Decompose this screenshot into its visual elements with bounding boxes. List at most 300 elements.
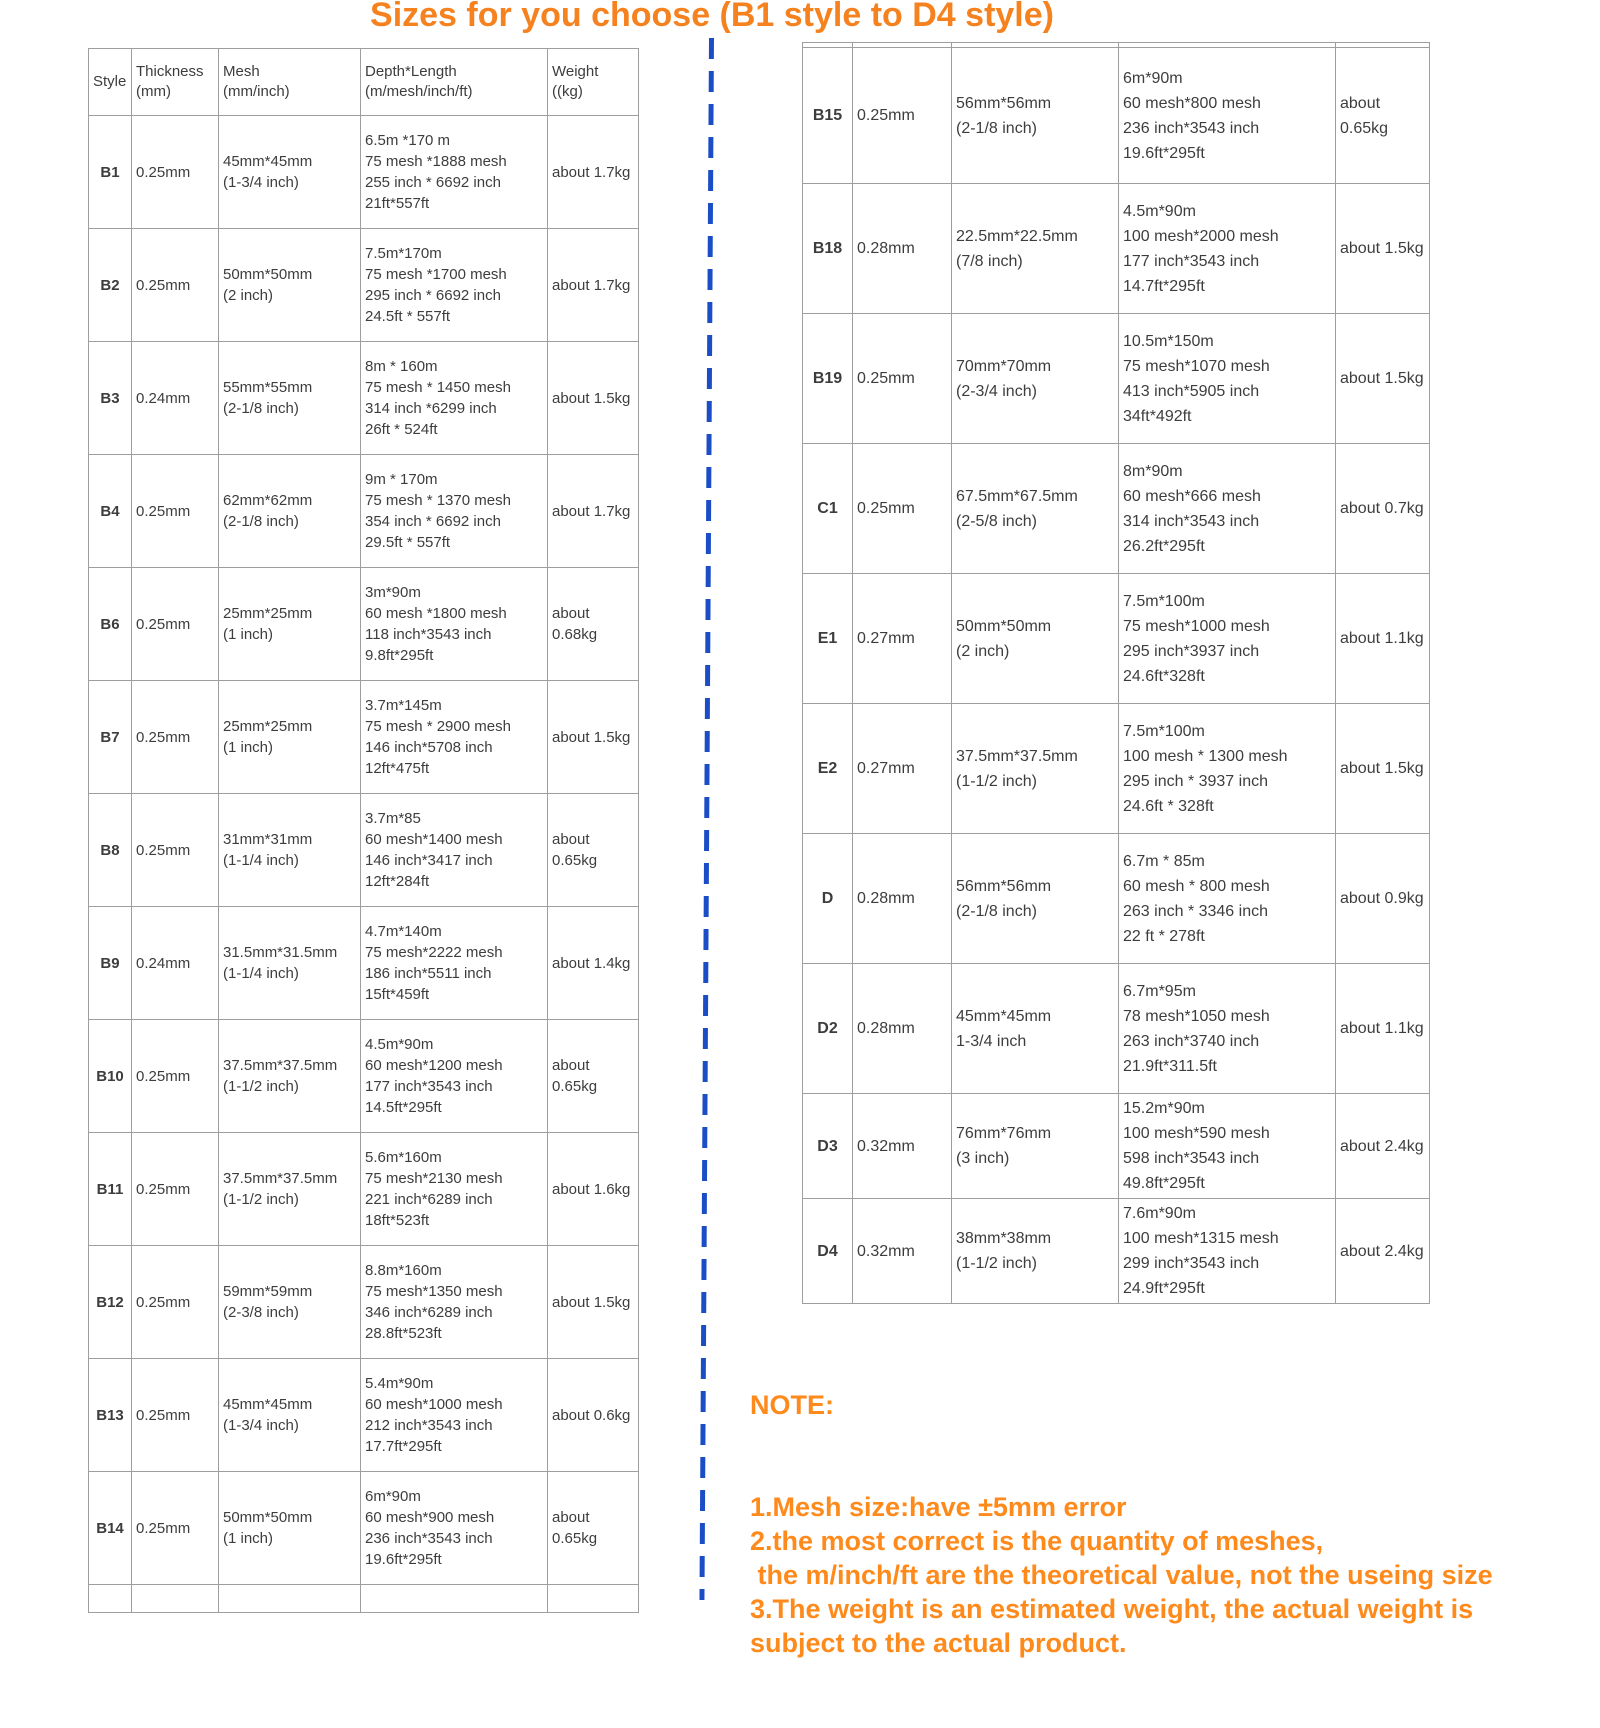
note-line: 2.the most correct is the quantity of meshes, (750, 1526, 1324, 1556)
mesh-cell-line: (1-1/2 inch) (956, 772, 1037, 790)
depth-length-cell-line: 236 inch*3543 inch (365, 1530, 493, 1547)
size-table-right (802, 42, 1430, 1304)
style-cell: B8 (89, 794, 132, 907)
mesh-cell (952, 1094, 1119, 1199)
depth-length-cell-line: 6m*90m (365, 1488, 421, 1505)
table-row (89, 681, 639, 794)
header-row (89, 49, 639, 116)
mesh-cell-line: (3 inch) (956, 1150, 1010, 1167)
depth-length-cell-line: 60 mesh*800 mesh (1123, 94, 1261, 112)
mesh-cell (952, 964, 1119, 1094)
table-row (89, 907, 639, 1020)
depth-length-cell-line: 5.4m*90m (365, 1375, 434, 1392)
depth-length-cell-line: 100 mesh * 1300 mesh (1123, 747, 1288, 765)
empty-cell (89, 1585, 132, 1613)
header-cell-line: Thickness (136, 63, 204, 80)
mesh-cell-line: 56mm*56mm (956, 877, 1052, 895)
weight-cell: about 0.65kg (548, 1472, 639, 1585)
depth-length-cell (361, 1133, 548, 1246)
depth-length-cell (1119, 184, 1336, 314)
mesh-cell-line: (2-3/8 inch) (223, 1304, 299, 1321)
thickness-cell: 0.24mm (132, 342, 219, 455)
depth-length-cell-line: 5.6m*160m (365, 1149, 442, 1166)
thickness-cell: 0.25mm (132, 681, 219, 794)
note-line: the m/inch/ft are the theoretical value, not the useing size (750, 1560, 1493, 1590)
depth-length-cell-line: 146 inch*3417 inch (365, 852, 493, 869)
header-cell-line: (mm/inch) (223, 83, 290, 100)
depth-length-cell-line: 60 mesh*900 mesh (365, 1509, 495, 1526)
mesh-cell-line: 45mm*45mm (223, 153, 313, 170)
depth-length-cell-line: 146 inch*5708 inch (365, 739, 493, 756)
mesh-cell-line: 70mm*70mm (956, 357, 1052, 375)
empty-cell (132, 1585, 219, 1613)
depth-length-cell-line: 6.7m*95m (1123, 982, 1196, 1000)
depth-length-cell (361, 568, 548, 681)
table-row (89, 794, 639, 907)
table-row (803, 48, 1430, 184)
depth-length-cell-line: 100 mesh*1315 mesh (1123, 1230, 1279, 1247)
thickness-cell: 0.28mm (853, 964, 952, 1094)
mesh-cell (952, 834, 1119, 964)
style-cell: B4 (89, 455, 132, 568)
note-heading: NOTE: (750, 1390, 834, 1420)
style-cell: C1 (803, 444, 853, 574)
depth-length-cell-line: 4.5m*90m (365, 1036, 434, 1053)
depth-length-cell-line: 29.5ft * 557ft (365, 534, 451, 551)
depth-length-cell (1119, 48, 1336, 184)
empty-cell (548, 1585, 639, 1613)
mesh-cell (219, 116, 361, 229)
style-cell: E1 (803, 574, 853, 704)
depth-length-cell-line: 118 inch*3543 inch (365, 626, 492, 643)
table-row (803, 184, 1430, 314)
mesh-cell-line: 50mm*50mm (956, 617, 1052, 635)
depth-length-cell-line: 100 mesh*590 mesh (1123, 1125, 1270, 1142)
thickness-cell: 0.25mm (132, 1246, 219, 1359)
table-row (803, 704, 1430, 834)
mesh-cell-line: 1-3/4 inch (956, 1032, 1027, 1050)
header-cell (132, 49, 219, 116)
table-row (89, 1020, 639, 1133)
depth-length-cell-line: 314 inch *6299 inch (365, 400, 497, 417)
depth-length-cell-line: 314 inch*3543 inch (1123, 512, 1260, 530)
mesh-cell (219, 568, 361, 681)
style-cell: B18 (803, 184, 853, 314)
style-cell: B19 (803, 314, 853, 444)
style-cell: B13 (89, 1359, 132, 1472)
depth-length-cell-line: 3.7m*145m (365, 697, 442, 714)
table-row (803, 574, 1430, 704)
depth-length-cell-line: 24.9ft*295ft (1123, 1280, 1205, 1297)
depth-length-cell-line: 75 mesh*1070 mesh (1123, 357, 1270, 375)
depth-length-cell-line: 7.6m*90m (1123, 1205, 1196, 1222)
weight-cell: about 1.5kg (548, 342, 639, 455)
mesh-cell (219, 1246, 361, 1359)
style-cell: D3 (803, 1094, 853, 1199)
header-cell-line: Weight (552, 63, 599, 80)
depth-length-cell-line: 60 mesh*1400 mesh (365, 831, 503, 848)
depth-length-cell (361, 1020, 548, 1133)
mesh-cell-line: 22.5mm*22.5mm (956, 227, 1078, 245)
depth-length-cell-line: 17.7ft*295ft (365, 1438, 442, 1455)
depth-length-cell (1119, 964, 1336, 1094)
depth-length-cell (1119, 834, 1336, 964)
depth-length-cell (361, 1246, 548, 1359)
depth-length-cell-line: 6.7m * 85m (1123, 852, 1205, 870)
weight-cell: about 1.1kg (1336, 964, 1430, 1094)
table-row (803, 964, 1430, 1094)
weight-cell: about 1.1kg (1336, 574, 1430, 704)
mesh-cell-line: (2-1/8 inch) (223, 400, 299, 417)
depth-length-cell (361, 455, 548, 568)
depth-length-cell-line: 177 inch*3543 inch (1123, 252, 1260, 270)
weight-cell: about 2.4kg (1336, 1199, 1430, 1304)
style-cell: B14 (89, 1472, 132, 1585)
depth-length-cell-line: 7.5m*100m (1123, 592, 1205, 610)
style-cell: D4 (803, 1199, 853, 1304)
thickness-cell: 0.25mm (132, 455, 219, 568)
table-row-partial (89, 1585, 639, 1613)
depth-length-cell-line: 19.6ft*295ft (365, 1551, 442, 1568)
note-block (750, 1320, 1493, 1728)
style-cell: B9 (89, 907, 132, 1020)
depth-length-cell-line: 75 mesh*1350 mesh (365, 1283, 503, 1300)
mesh-cell (952, 444, 1119, 574)
mesh-cell-line: 45mm*45mm (223, 1396, 313, 1413)
mesh-cell (219, 681, 361, 794)
mesh-cell-line: 25mm*25mm (223, 718, 313, 735)
weight-cell: about 1.5kg (1336, 184, 1430, 314)
style-cell: B10 (89, 1020, 132, 1133)
size-table-left (88, 48, 639, 1613)
mesh-cell-line: (1-3/4 inch) (223, 1417, 299, 1434)
mesh-cell-line: (7/8 inch) (956, 252, 1023, 270)
empty-cell (361, 1585, 548, 1613)
thickness-cell: 0.28mm (853, 184, 952, 314)
depth-length-cell-line: 15.2m*90m (1123, 1100, 1205, 1117)
thickness-cell: 0.32mm (853, 1199, 952, 1304)
depth-length-cell-line: 8.8m*160m (365, 1262, 442, 1279)
depth-length-cell-line: 413 inch*5905 inch (1123, 382, 1260, 400)
weight-cell: about 0.6kg (548, 1359, 639, 1472)
header-cell-line: Mesh (223, 63, 260, 80)
depth-length-cell-line: 4.5m*90m (1123, 202, 1196, 220)
depth-length-cell (361, 1359, 548, 1472)
depth-length-cell-line: 75 mesh * 1450 mesh (365, 379, 511, 396)
depth-length-cell (361, 229, 548, 342)
depth-length-cell-line: 221 inch*6289 inch (365, 1191, 493, 1208)
style-cell: B15 (803, 48, 853, 184)
depth-length-cell-line: 75 mesh * 2900 mesh (365, 718, 511, 735)
mesh-cell (219, 1020, 361, 1133)
mesh-cell-line: 50mm*50mm (223, 1509, 313, 1526)
depth-length-cell-line: 26ft * 524ft (365, 421, 438, 438)
mesh-cell-line: 45mm*45mm (956, 1007, 1052, 1025)
thickness-cell: 0.24mm (132, 907, 219, 1020)
style-cell: B6 (89, 568, 132, 681)
depth-length-cell-line: 295 inch * 6692 inch (365, 287, 501, 304)
mesh-cell-line: 31.5mm*31.5mm (223, 944, 338, 961)
depth-length-cell-line: 7.5m*170m (365, 245, 442, 262)
depth-length-cell-line: 12ft*284ft (365, 873, 430, 890)
note-line: 1.Mesh size:have ±5mm error (750, 1492, 1127, 1522)
depth-length-cell-line: 26.2ft*295ft (1123, 537, 1205, 555)
thickness-cell: 0.25mm (853, 444, 952, 574)
mesh-cell (952, 704, 1119, 834)
weight-cell: about 1.7kg (548, 455, 639, 568)
thickness-cell: 0.25mm (132, 794, 219, 907)
depth-length-cell-line: 24.6ft * 328ft (1123, 797, 1214, 815)
mesh-cell (219, 794, 361, 907)
depth-length-cell-line: 10.5m*150m (1123, 332, 1214, 350)
table-row (803, 314, 1430, 444)
mesh-cell (219, 1359, 361, 1472)
mesh-cell-line: (2-5/8 inch) (956, 512, 1037, 530)
depth-length-cell (361, 1472, 548, 1585)
mesh-cell-line: 62mm*62mm (223, 492, 313, 509)
style-cell: B2 (89, 229, 132, 342)
table-row (803, 444, 1430, 574)
mesh-cell (219, 1472, 361, 1585)
depth-length-cell-line: 236 inch*3543 inch (1123, 119, 1260, 137)
header-cell-line: Depth*Length (365, 63, 457, 80)
table-row (89, 1359, 639, 1472)
depth-length-cell (361, 681, 548, 794)
mesh-cell-line: 37.5mm*37.5mm (223, 1170, 338, 1187)
mesh-cell-line: (2 inch) (223, 287, 274, 304)
mesh-cell-line: (1 inch) (223, 626, 274, 643)
depth-length-cell-line: 60 mesh*1000 mesh (365, 1396, 503, 1413)
depth-length-cell-line: 15ft*459ft (365, 986, 430, 1003)
mesh-cell-line: 55mm*55mm (223, 379, 313, 396)
header-cell (361, 49, 548, 116)
mesh-cell-line: 76mm*76mm (956, 1125, 1052, 1142)
depth-length-cell-line: 21ft*557ft (365, 195, 430, 212)
mesh-cell (952, 1199, 1119, 1304)
depth-length-cell-line: 14.7ft*295ft (1123, 277, 1205, 295)
thickness-cell: 0.32mm (853, 1094, 952, 1199)
depth-length-cell-line: 24.5ft * 557ft (365, 308, 451, 325)
style-cell: D2 (803, 964, 853, 1094)
depth-length-cell-line: 9m * 170m (365, 471, 438, 488)
depth-length-cell-line: 12ft*475ft (365, 760, 430, 777)
table-row (89, 1133, 639, 1246)
depth-length-cell-line: 255 inch * 6692 inch (365, 174, 501, 191)
depth-length-cell (1119, 704, 1336, 834)
table-row (89, 342, 639, 455)
mesh-cell-line: (1 inch) (223, 739, 274, 756)
depth-length-cell-line: 21.9ft*311.5ft (1123, 1057, 1217, 1075)
mesh-cell-line: (2-3/4 inch) (956, 382, 1037, 400)
depth-length-cell-line: 295 inch*3937 inch (1123, 642, 1260, 660)
weight-cell: about 1.7kg (548, 116, 639, 229)
mesh-cell-line: (2 inch) (956, 642, 1010, 660)
mesh-cell (952, 48, 1119, 184)
mesh-cell-line: (2-1/8 inch) (223, 513, 299, 530)
thickness-cell: 0.27mm (853, 574, 952, 704)
depth-length-cell-line: 28.8ft*523ft (365, 1325, 442, 1342)
header-cell-line: (m/mesh/inch/ft) (365, 83, 473, 100)
depth-length-cell-line: 60 mesh*1200 mesh (365, 1057, 503, 1074)
weight-cell: about 0.65kg (1336, 48, 1430, 184)
depth-length-cell (1119, 1094, 1336, 1199)
depth-length-cell-line: 75 mesh*2222 mesh (365, 944, 503, 961)
mesh-cell (952, 574, 1119, 704)
style-cell: B3 (89, 342, 132, 455)
header-cell-line: Style (93, 73, 127, 90)
header-cell (219, 49, 361, 116)
weight-cell: about 1.5kg (1336, 314, 1430, 444)
table-row (89, 229, 639, 342)
depth-length-cell-line: 6.5m *170 m (365, 132, 451, 149)
depth-length-cell-line: 24.6ft*328ft (1123, 667, 1205, 685)
depth-length-cell-line: 9.8ft*295ft (365, 647, 434, 664)
mesh-cell-line: (1-3/4 inch) (223, 174, 299, 191)
table-row (89, 568, 639, 681)
style-cell: B11 (89, 1133, 132, 1246)
mesh-cell (219, 342, 361, 455)
mesh-cell-line: (1-1/4 inch) (223, 965, 299, 982)
depth-length-cell-line: 6m*90m (1123, 69, 1183, 87)
mesh-cell-line: (1-1/4 inch) (223, 852, 299, 869)
depth-length-cell-line: 354 inch * 6692 inch (365, 513, 501, 530)
table-row (89, 1246, 639, 1359)
weight-cell: about 1.5kg (1336, 704, 1430, 834)
note-line: 3.The weight is an estimated weight, the actual weight is (750, 1594, 1474, 1624)
depth-length-cell-line: 8m * 160m (365, 358, 438, 375)
mesh-cell (219, 229, 361, 342)
note-lines (750, 1490, 1493, 1660)
thickness-cell: 0.25mm (853, 314, 952, 444)
mesh-cell-line: (2-1/8 inch) (956, 119, 1037, 137)
style-cell: E2 (803, 704, 853, 834)
divider-dashed-line (699, 38, 714, 1600)
mesh-cell-line: 37.5mm*37.5mm (223, 1057, 338, 1074)
header-cell-line: ((kg) (552, 83, 583, 100)
weight-cell: about 0.65kg (548, 794, 639, 907)
depth-length-cell-line: 177 inch*3543 inch (365, 1078, 493, 1095)
depth-length-cell-line: 78 mesh*1050 mesh (1123, 1007, 1270, 1025)
mesh-cell-line: (1-1/2 inch) (223, 1191, 299, 1208)
mesh-cell (219, 1133, 361, 1246)
table-row (89, 1472, 639, 1585)
thickness-cell: 0.25mm (132, 229, 219, 342)
mesh-cell (219, 907, 361, 1020)
depth-length-cell (1119, 1199, 1336, 1304)
mesh-cell (952, 314, 1119, 444)
weight-cell: about 1.7kg (548, 229, 639, 342)
depth-length-cell-line: 598 inch*3543 inch (1123, 1150, 1260, 1167)
thickness-cell: 0.25mm (132, 116, 219, 229)
thickness-cell: 0.25mm (132, 1133, 219, 1246)
mesh-cell-line: 56mm*56mm (956, 94, 1052, 112)
mesh-cell-line: 25mm*25mm (223, 605, 313, 622)
thickness-cell: 0.28mm (853, 834, 952, 964)
depth-length-cell-line: 212 inch*3543 inch (365, 1417, 493, 1434)
header-cell (548, 49, 639, 116)
depth-length-cell-line: 75 mesh *1888 mesh (365, 153, 507, 170)
table-row (803, 1199, 1430, 1304)
depth-length-cell-line: 299 inch*3543 inch (1123, 1255, 1260, 1272)
mesh-cell-line: (1-1/2 inch) (223, 1078, 299, 1095)
depth-length-cell-line: 60 mesh*666 mesh (1123, 487, 1261, 505)
mesh-cell-line: (1 inch) (223, 1530, 274, 1547)
thickness-cell: 0.25mm (132, 1020, 219, 1133)
note-line: subject to the actual product. (750, 1628, 1127, 1658)
weight-cell: about 1.6kg (548, 1133, 639, 1246)
mesh-cell-line: (2-1/8 inch) (956, 902, 1037, 920)
weight-cell: about 0.7kg (1336, 444, 1430, 574)
mesh-cell (952, 184, 1119, 314)
table-row (803, 834, 1430, 964)
mesh-cell-line: 38mm*38mm (956, 1230, 1052, 1247)
mesh-cell-line: 59mm*59mm (223, 1283, 313, 1300)
mesh-cell (219, 455, 361, 568)
depth-length-cell-line: 7.5m*100m (1123, 722, 1205, 740)
depth-length-cell-line: 100 mesh*2000 mesh (1123, 227, 1279, 245)
depth-length-cell-line: 295 inch * 3937 inch (1123, 772, 1268, 790)
depth-length-cell-line: 186 inch*5511 inch (365, 965, 492, 982)
weight-cell: about 0.9kg (1336, 834, 1430, 964)
depth-length-cell-line: 75 mesh*1000 mesh (1123, 617, 1270, 635)
depth-length-cell-line: 4.7m*140m (365, 923, 442, 940)
depth-length-cell-line: 75 mesh *1700 mesh (365, 266, 507, 283)
depth-length-cell-line: 60 mesh * 800 mesh (1123, 877, 1270, 895)
depth-length-cell (361, 116, 548, 229)
mesh-cell-line: 31mm*31mm (223, 831, 313, 848)
depth-length-cell (1119, 314, 1336, 444)
page-title: Sizes for you choose (B1 style to D4 style) (370, 0, 1054, 34)
depth-length-cell (1119, 574, 1336, 704)
depth-length-cell-line: 22 ft * 278ft (1123, 927, 1205, 945)
depth-length-cell-line: 263 inch * 3346 inch (1123, 902, 1268, 920)
depth-length-cell-line: 19.6ft*295ft (1123, 144, 1205, 162)
thickness-cell: 0.25mm (132, 1472, 219, 1585)
depth-length-cell (361, 794, 548, 907)
depth-length-cell-line: 34ft*492ft (1123, 407, 1192, 425)
mesh-cell-line: 67.5mm*67.5mm (956, 487, 1078, 505)
style-cell: B12 (89, 1246, 132, 1359)
depth-length-cell-line: 3m*90m (365, 584, 421, 601)
table-row (89, 116, 639, 229)
table-row (803, 1094, 1430, 1199)
mesh-cell-line: 37.5mm*37.5mm (956, 747, 1078, 765)
weight-cell: about 2.4kg (1336, 1094, 1430, 1199)
style-cell: B1 (89, 116, 132, 229)
weight-cell: about 1.5kg (548, 681, 639, 794)
depth-length-cell-line: 8m*90m (1123, 462, 1183, 480)
depth-length-cell-line: 75 mesh * 1370 mesh (365, 492, 511, 509)
header-cell-line: (mm) (136, 83, 171, 100)
thickness-cell: 0.25mm (132, 1359, 219, 1472)
style-cell: D (803, 834, 853, 964)
depth-length-cell (361, 342, 548, 455)
depth-length-cell (1119, 444, 1336, 574)
depth-length-cell-line: 14.5ft*295ft (365, 1099, 442, 1116)
thickness-cell: 0.27mm (853, 704, 952, 834)
weight-cell: about 0.68kg (548, 568, 639, 681)
empty-cell (219, 1585, 361, 1613)
depth-length-cell (361, 907, 548, 1020)
header-cell (89, 49, 132, 116)
thickness-cell: 0.25mm (853, 48, 952, 184)
depth-length-cell-line: 49.8ft*295ft (1123, 1175, 1205, 1192)
table-row (89, 455, 639, 568)
weight-cell: about 1.5kg (548, 1246, 639, 1359)
depth-length-cell-line: 346 inch*6289 inch (365, 1304, 493, 1321)
thickness-cell: 0.25mm (132, 568, 219, 681)
depth-length-cell-line: 60 mesh *1800 mesh (365, 605, 507, 622)
